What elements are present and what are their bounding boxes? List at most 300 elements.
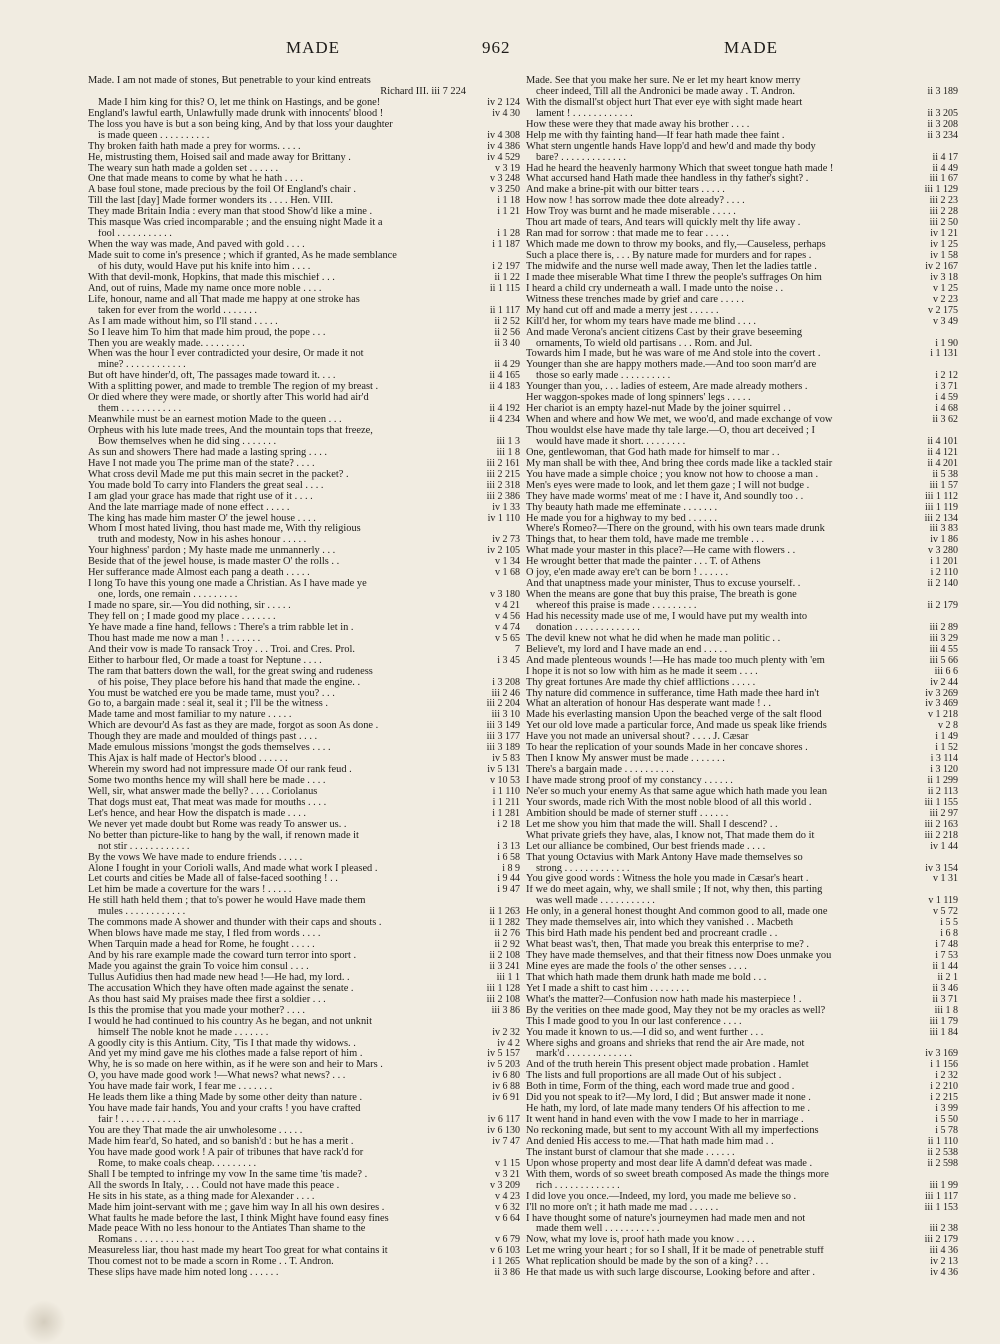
line-reference: ii 3 40	[491, 339, 520, 350]
concordance-line	[88, 1224, 520, 1235]
concordance-line	[88, 842, 520, 853]
line-reference: v 4 74	[492, 623, 520, 634]
concordance-line	[88, 1039, 520, 1050]
line-reference: v 4 56	[492, 612, 520, 623]
quotation-text: Made. See that you make her sure. Ne er let my heart know merry	[526, 76, 801, 86]
concordance-line	[88, 634, 520, 645]
line-reference: i 1 156	[927, 1060, 958, 1071]
concordance-line	[88, 87, 520, 98]
quotation-text: The weary sun hath made a golden set . . . . . .	[88, 163, 279, 174]
quotation-text: But oft have hinder'd, oft, The passages made toward it. . . .	[88, 371, 336, 382]
quotation-text: They made themselves air, into which they vanished . . Macbeth	[526, 918, 794, 929]
line-reference: v 10 53	[487, 776, 520, 787]
line-reference: i 7 53	[932, 951, 958, 962]
quotation-text: Either to harbour fled, Or made a toast for Neptune . . . .	[88, 655, 322, 666]
quotation-text: My hand cut off and made a merry jest . . . . . .	[526, 305, 719, 316]
quotation-text: Ambition should be made of sterner stuff . . . . . .	[526, 808, 729, 819]
concordance-line	[88, 426, 520, 437]
quotation-text: Life, honour, name and all That made me happy at one stroke has	[88, 294, 360, 305]
line-reference: iii 2 386	[484, 492, 520, 503]
line-reference: v 1 68	[492, 568, 520, 579]
line-reference: iii 3 86	[489, 1006, 520, 1017]
quotation-text: truth and modesty, Now in his ashes honour . . . . .	[98, 535, 307, 546]
line-reference: iv 6 117	[485, 1115, 520, 1126]
quotation-text: fool . . . . . . . . . . .	[98, 229, 172, 240]
concordance-line	[526, 1071, 958, 1082]
quotation-text: Have I not made you The prime man of the state? . . . .	[88, 458, 315, 469]
line-reference: iii 1 79	[927, 1017, 958, 1028]
concordance-line	[526, 831, 958, 842]
quotation-text: O, you have made good work !—What news? what news? . . .	[88, 1071, 346, 1082]
page-header	[0, 38, 1000, 62]
concordance-line	[526, 1017, 958, 1028]
line-reference: iii 3 83	[927, 524, 958, 535]
line-reference: iv 2 167	[922, 262, 958, 273]
concordance-line	[88, 1203, 520, 1214]
concordance-line	[526, 295, 958, 306]
line-reference: ii 5 38	[929, 470, 958, 481]
quotation-text: Some two months hence my will shall here be made . . . .	[88, 776, 326, 786]
concordance-line	[526, 404, 958, 415]
line-reference: ii 1 44	[929, 962, 958, 973]
quotation-text: Thy beauty hath made me effeminate . . . . . . .	[526, 502, 718, 513]
concordance-line	[88, 349, 520, 360]
concordance-line	[526, 907, 958, 918]
concordance-line	[526, 1246, 958, 1257]
quotation-text: cheer indeed, Till all the Andronici be made away . T. Andron.	[536, 86, 796, 97]
line-reference: i 2 215	[927, 1093, 958, 1104]
concordance-line	[526, 1126, 958, 1137]
concordance-line	[88, 284, 520, 295]
concordance-line	[88, 1257, 520, 1268]
line-reference: i 5 50	[932, 1115, 958, 1126]
line-reference: i 1 110	[490, 787, 520, 798]
line-reference: v 1 218	[925, 710, 958, 721]
concordance-line	[88, 1137, 520, 1148]
line-reference: i 1 187	[489, 240, 520, 251]
quotation-text: He still hath held them ; that to's power he would Have made them	[88, 896, 366, 907]
concordance-line	[88, 1246, 520, 1257]
quotation-text: You have made fair work, I fear me . . . . . . .	[88, 1082, 273, 1093]
line-reference: iii 4 36	[927, 1246, 958, 1257]
quotation-text: The king has made him master O' the jewel house . . . .	[88, 513, 316, 524]
concordance-line	[526, 164, 958, 175]
quotation-text: My man shall be with thee, And bring thee cords made like a tackled stair	[526, 458, 833, 469]
line-reference: ii 3 71	[929, 995, 958, 1006]
quotation-text: They made Britain India : every man that stood Show'd like a mine .	[88, 207, 373, 218]
line-reference: i 4 59	[932, 393, 958, 404]
quotation-text: The ram that batters down the wall, for the great swing and rudeness	[88, 666, 373, 677]
concordance-line	[526, 896, 958, 907]
line-reference: ii 4 17	[929, 153, 958, 164]
concordance-line	[526, 218, 958, 229]
concordance-line	[526, 1049, 958, 1060]
quotation-text: Made I him king for this? O, let me think on Hastings, and be gone!	[98, 97, 381, 108]
concordance-line	[88, 437, 520, 448]
quotation-text: When and where and how We met, we woo'd, and made exchange of vow	[526, 415, 833, 426]
concordance-line	[526, 973, 958, 984]
quotation-text: Which are devour'd As fast as they are made, forgot as soon As done .	[88, 721, 379, 732]
quotation-text: He sits in his state, as a thing made for Alexander . . . .	[88, 1191, 315, 1202]
concordance-line	[526, 120, 958, 131]
line-reference: iv 4 2	[494, 1039, 520, 1050]
quotation-text: There's a bargain made . . . . . . . . . .	[526, 765, 674, 776]
concordance-line	[88, 1115, 520, 1126]
quotation-text: When the means are gone that buy this praise, The breath is gone	[526, 590, 797, 601]
line-reference: i 2 18	[494, 820, 520, 831]
concordance-line	[88, 776, 520, 787]
quotation-text: mine? . . . . . . . . . . . .	[98, 360, 186, 371]
concordance-line	[526, 524, 958, 535]
quotation-text: Whom I most hated living, thou hast made me, With thy religious	[88, 524, 361, 535]
quotation-text: This Ajax is half made of Hector's blood . . . . . .	[88, 754, 288, 765]
concordance-line	[526, 689, 958, 700]
quotation-text: They have made themselves, and that their fitness now Does unmake you	[526, 951, 832, 961]
line-reference: i 2 210	[927, 1082, 958, 1093]
concordance-line	[526, 995, 958, 1006]
concordance-line	[526, 317, 958, 328]
line-reference: iii 2 50	[927, 218, 958, 229]
line-reference: iii 2 163	[922, 820, 958, 831]
concordance-line	[526, 1115, 958, 1126]
concordance-line	[88, 240, 520, 251]
quotation-text: Let him be made a coverture for the wars ! . . . . .	[88, 885, 292, 896]
line-reference: iii 1 153	[922, 1203, 958, 1214]
line-reference: ii 2 108	[486, 951, 520, 962]
quotation-text: Had he heard the heavenly harmony Which that sweet tongue hath made !	[526, 163, 834, 174]
concordance-line	[88, 295, 520, 306]
quotation-text: rich . . . . . . . . . . . . .	[536, 1180, 620, 1191]
quotation-text: England's lawful earth, Unlawfully made drunk with innocents' blood !	[88, 108, 384, 119]
concordance-line	[88, 918, 520, 929]
concordance-line	[88, 481, 520, 492]
concordance-line	[526, 1235, 958, 1246]
concordance-line	[88, 590, 520, 601]
quotation-text: Thou hast made me now a man ! . . . . . . .	[88, 633, 261, 644]
quotation-text: Now, what my love is, proof hath made you know . . . .	[526, 1235, 755, 1246]
quotation-text: Let me wring your heart ; for so I shall, If it be made of penetrable stuff	[526, 1246, 824, 1257]
concordance-line	[526, 820, 958, 831]
line-reference: v 2 175	[925, 306, 958, 317]
quotation-text: No better than picture-like to hang by the wall, if renown made it	[88, 830, 359, 841]
quotation-text: Thou wouldst else have made thy tale large.—O, thou art deceived ; I	[526, 426, 815, 436]
quotation-text: them . . . . . . . . . . . .	[98, 404, 182, 415]
quotation-text: strong . . . . . . . . . . . . .	[536, 863, 630, 874]
concordance-line	[526, 174, 958, 185]
line-reference: iii 2 215	[484, 470, 520, 481]
line-reference: i 1 201	[927, 557, 958, 568]
line-reference: iv 3 169	[922, 1049, 958, 1060]
line-reference: i 1 281	[489, 809, 520, 820]
concordance-line	[526, 153, 958, 164]
quotation-text: I made no spare, sir.—You did nothing, sir . . . . .	[88, 601, 291, 611]
line-reference: iii 2 28	[927, 207, 958, 218]
quotation-text: Which made me down to throw my books, and fly,—Causeless, perhaps	[526, 240, 826, 251]
line-reference: ii 2 140	[924, 579, 958, 590]
concordance-line	[88, 328, 520, 339]
quotation-text: Let our alliance be combined, Our best friends made . . . .	[526, 841, 766, 852]
quotation-text: Yet our old love made a particular force, And made us speak like friends	[526, 721, 827, 732]
line-reference: ii 4 29	[491, 360, 520, 371]
quotation-text: What replication should be made by the son of a king? . . .	[526, 1257, 769, 1268]
quotation-text: The devil knew not what he did when he made man politic . .	[526, 633, 781, 644]
concordance-line	[526, 1039, 958, 1050]
quotation-text: And, out of ruins, Made my name once more noble . . . .	[88, 283, 322, 294]
quotation-text: The commons made A shower and thunder with their caps and shouts .	[88, 918, 382, 929]
quotation-text: With the dismall'st object hurt That ever eye with sight made heart	[526, 97, 803, 108]
concordance-line	[88, 940, 520, 951]
concordance-line	[526, 273, 958, 284]
line-reference: iii 1 119	[922, 503, 958, 514]
concordance-line	[88, 1170, 520, 1181]
quotation-text: I hope it is not so low with him as he made it seem . . . .	[526, 666, 758, 677]
quotation-text: Made his everlasting mansion Upon the beached verge of the salt flood	[526, 710, 822, 721]
quotation-text: This bird Hath made his pendent bed and procreant cradle . .	[526, 929, 778, 940]
concordance-line	[88, 907, 520, 918]
concordance-line	[88, 721, 520, 732]
concordance-line	[88, 153, 520, 164]
quotation-text: I heard a child cry underneath a wall. I made unto the noise . .	[526, 283, 784, 294]
line-reference: v 3 180	[487, 590, 520, 601]
quotation-text: Ye have made a fine hand, fellows : There's a trim rabble let in .	[88, 622, 354, 633]
concordance-line	[88, 809, 520, 820]
quotation-text: Thy broken faith hath made a prey for worms. . . . .	[88, 141, 301, 152]
concordance-line	[526, 678, 958, 689]
concordance-line	[88, 667, 520, 678]
concordance-line	[526, 1028, 958, 1039]
concordance-line	[88, 831, 520, 842]
concordance-line	[526, 306, 958, 317]
concordance-line	[88, 689, 520, 700]
concordance-line	[88, 1148, 520, 1159]
line-reference: iii 1 57	[927, 481, 958, 492]
quotation-text: Shall I be tempted to infringe my vow In the same time 'tis made? .	[88, 1169, 368, 1180]
line-reference: ii 2 76	[491, 929, 520, 940]
quotation-text: We never yet made doubt but Rome was ready To answer us. .	[88, 819, 347, 830]
quotation-text: Such a place there is, . . . By nature made for murders and for rapes .	[526, 251, 812, 261]
quotation-text: lament ! . . . . . . . . . . . .	[536, 108, 633, 119]
quotation-text: O joy, e'en made away ere't can be born ! . . . . . .	[526, 568, 729, 579]
quotation-text: Your highness' pardon ; My haste made me unmannerly . . .	[88, 546, 336, 557]
concordance-line	[88, 131, 520, 142]
line-reference: iii 1 99	[927, 1181, 958, 1192]
line-reference: ii 2 92	[491, 940, 520, 951]
quotation-text: Men's eyes were made to look, and let them gaze ; I will not budge .	[526, 480, 810, 491]
quotation-text: If we do meet again, why, we shall smile ; If not, why then, this parting	[526, 885, 823, 896]
line-reference: iii 1 128	[484, 984, 520, 995]
line-reference: i 3 208	[489, 678, 520, 689]
line-reference: iii 1 8	[932, 1006, 958, 1017]
quotation-text: Why, he is so made on here within, as if he were son and heir to Mars .	[88, 1060, 383, 1071]
left-column	[88, 76, 520, 1279]
line-reference: iv 2 13	[927, 1257, 958, 1268]
line-reference: i 2 12	[932, 371, 958, 382]
quotation-text: To hear the replication of your sounds Made in her concave shores .	[526, 743, 808, 754]
concordance-line	[526, 940, 958, 951]
concordance-line	[526, 864, 958, 875]
concordance-line	[88, 262, 520, 273]
quotation-text: You have made fair hands, You and your crafts ! you have crafted	[88, 1104, 361, 1115]
line-reference: ii 4 165	[486, 371, 520, 382]
quotation-text: How now ! has sorrow made thee dote already? . . . .	[526, 196, 745, 207]
quotation-text: Kill'd her, for whom my tears have made me blind . . . .	[526, 316, 756, 327]
concordance-line	[88, 787, 520, 798]
quotation-text: I am glad your grace has made that right use of it . . . .	[88, 491, 313, 502]
quotation-text: Thou art made of tears, And tears will quickly melt thy life away .	[526, 218, 801, 229]
quotation-text: Witness these trenches made by grief and care . . . . .	[526, 294, 744, 305]
line-reference: v 5 65	[492, 634, 520, 645]
quotation-text: Help me with thy fainting hand—If fear hath made thee faint .	[526, 130, 785, 141]
quotation-text: As sun and showers There had made a lasting spring . . . .	[88, 447, 328, 458]
quotation-text: I would he had continued to his country As he began, and not unknit	[88, 1016, 372, 1027]
quotation-text: one, lords, one remain . . . . . . . . .	[98, 590, 238, 601]
concordance-line	[526, 645, 958, 656]
line-reference: iii 2 134	[922, 514, 958, 525]
concordance-line	[88, 754, 520, 765]
concordance-line	[88, 360, 520, 371]
concordance-line	[526, 787, 958, 798]
concordance-line	[88, 1268, 520, 1279]
concordance-line	[526, 885, 958, 896]
concordance-line	[88, 1181, 520, 1192]
line-reference: ii 3 208	[924, 120, 958, 131]
line-reference: v 6 32	[492, 1203, 520, 1214]
line-reference: iii 2 38	[927, 1224, 958, 1235]
line-reference: iii 1 117	[922, 1192, 958, 1203]
line-reference: ii 2 538	[924, 1148, 958, 1159]
quotation-text: By the vows We have made to endure friends . . . . .	[88, 852, 303, 863]
line-reference: ii 2 52	[491, 317, 520, 328]
line-reference: ii 4 183	[486, 382, 520, 393]
concordance-line	[526, 393, 958, 404]
concordance-line	[526, 1082, 958, 1093]
quotation-text: I did love you once.—Indeed, my lord, you made me believe so .	[526, 1191, 797, 1202]
quotation-text: Made suit to come in's presence ; which if granted, As he made semblance	[88, 251, 397, 261]
concordance-line	[526, 284, 958, 295]
quotation-text: would have made it short. . . . . . . . .	[536, 436, 686, 447]
concordance-line	[526, 328, 958, 339]
line-reference: iv 1 86	[927, 535, 958, 546]
line-reference: ii 1 115	[487, 284, 520, 295]
line-reference: iii 2 179	[922, 1235, 958, 1246]
quotation-text: No reckoning made, but sent to my account With all my imperfections	[526, 1126, 819, 1136]
line-reference: ii 2 179	[924, 601, 958, 612]
concordance-line	[88, 503, 520, 514]
line-reference: i 9 47	[494, 885, 520, 896]
concordance-line	[88, 1082, 520, 1093]
concordance-line	[526, 809, 958, 820]
concordance-line	[526, 349, 958, 360]
quotation-text: The instant burst of clamour that she made . . . . . .	[526, 1147, 735, 1158]
quotation-text: Things that, to hear them told, have made me tremble . . .	[526, 535, 765, 546]
line-reference: iii 6 6	[932, 667, 958, 678]
concordance-line	[88, 645, 520, 656]
concordance-line	[526, 1214, 958, 1225]
concordance-line	[88, 568, 520, 579]
quotation-text: Orpheus with his lute made trees, And the mountain tops that freeze,	[88, 426, 373, 436]
line-reference: ii 3 46	[929, 984, 958, 995]
quotation-text: These slips have made him noted long . . . . . .	[88, 1268, 279, 1279]
concordance-line	[526, 546, 958, 557]
line-reference: ii 1 263	[486, 907, 520, 918]
concordance-line	[88, 174, 520, 185]
quotation-text: Let's hence, and hear How the dispatch is made . . . .	[88, 808, 306, 819]
quotation-text: Did you not speak to it?—My lord, I did ; But answer made it none .	[526, 1093, 811, 1104]
concordance-line	[526, 535, 958, 546]
quotation-text: And denied His access to me.—That hath made him mad . .	[526, 1136, 774, 1147]
line-reference: iv 4 529	[484, 153, 520, 164]
line-reference: iv 5 131	[484, 765, 520, 776]
concordance-line	[526, 262, 958, 273]
quotation-text: Made emulous missions 'mongst the gods themselves . . . .	[88, 743, 331, 754]
line-reference: iv 7 47	[489, 1137, 520, 1148]
concordance-line	[526, 798, 958, 809]
concordance-line	[526, 1203, 958, 1214]
concordance-line	[88, 820, 520, 831]
line-reference: iv 1 25	[927, 240, 958, 251]
quotation-text: What stern ungentle hands Have lopp'd and hew'd and made thy body	[526, 141, 816, 152]
quotation-text: I have made strong proof of my constancy . . . . . .	[526, 776, 733, 786]
quotation-text: You are they That made the air unwholesome . . . . .	[88, 1126, 303, 1136]
quotation-text: One, gentlewoman, that God hath made for himself to mar . .	[526, 447, 780, 458]
quotation-text: Ran mad for sorrow : that made me to fear . . . . .	[526, 229, 729, 240]
line-reference: v 3 209	[487, 1181, 520, 1192]
concordance-line	[88, 864, 520, 875]
concordance-line	[88, 448, 520, 459]
concordance-line	[526, 426, 958, 437]
line-reference: ii 1 282	[486, 918, 520, 929]
concordance-line	[526, 1192, 958, 1203]
line-reference: iii 2 46	[489, 689, 520, 700]
concordance-line	[88, 984, 520, 995]
concordance-line	[526, 1268, 958, 1279]
line-reference: v 1 31	[930, 874, 958, 885]
line-reference: ii 3 205	[924, 109, 958, 120]
concordance-line	[526, 459, 958, 470]
line-reference: ii 3 234	[924, 131, 958, 142]
concordance-line	[88, 1049, 520, 1060]
concordance-line	[88, 929, 520, 940]
concordance-line	[526, 765, 958, 776]
line-reference: iv 5 83	[489, 754, 520, 765]
line-reference: iii 5 66	[927, 656, 958, 667]
concordance-line	[88, 874, 520, 885]
line-reference: v 3 19	[492, 164, 520, 175]
quotation-text: As I am made without him, so I'll stand . . . . .	[88, 316, 278, 327]
concordance-line	[88, 1028, 520, 1039]
concordance-line	[88, 962, 520, 973]
line-reference: v 2 23	[930, 295, 958, 306]
line-reference: iii 4 55	[927, 645, 958, 656]
concordance-line	[88, 656, 520, 667]
concordance-line	[88, 514, 520, 525]
quotation-text: Measureless liar, thou hast made my heart Too great for what contains it	[88, 1246, 388, 1257]
line-reference: iv 3 154	[922, 864, 958, 875]
line-reference: i 4 68	[932, 404, 958, 415]
concordance-line	[88, 273, 520, 284]
concordance-line	[526, 229, 958, 240]
quotation-text: The accusation Which they have often made against the senate .	[88, 983, 354, 994]
concordance-line	[526, 1093, 958, 1104]
line-reference: ii 1 110	[925, 1137, 958, 1148]
quotation-text: I'll no more on't ; it hath made me mad . . . . . .	[526, 1202, 719, 1213]
line-reference: ii 4 192	[486, 404, 520, 415]
concordance-line	[526, 415, 958, 426]
quotation-text: One that made means to come by what he hath . . . .	[88, 174, 303, 185]
quotation-text: Mine eyes are made the fools o' the other senses . . . .	[526, 961, 747, 972]
concordance-line	[526, 874, 958, 885]
quotation-text: When the way was made, And paved with gold . . . .	[88, 240, 305, 251]
